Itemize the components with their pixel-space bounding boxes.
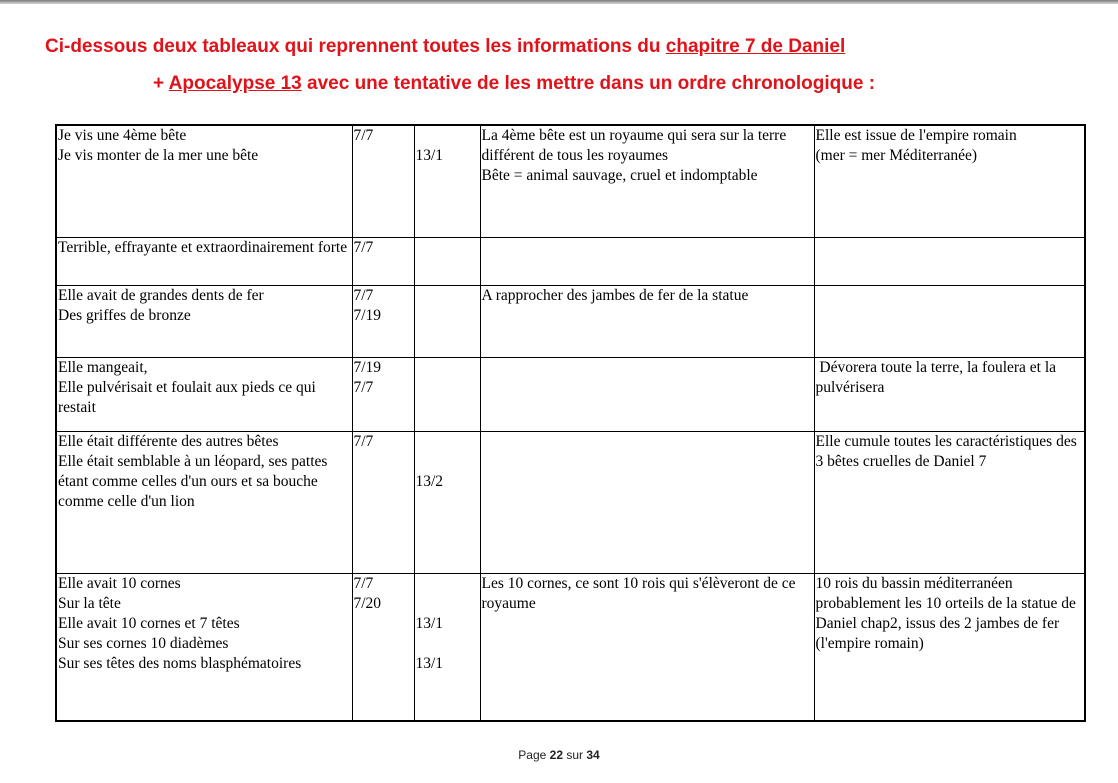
- cell-description: Elle mangeait, Elle pulvérisait et foulait aux pieds ce qui restait: [56, 357, 352, 431]
- heading-link-apocalypse-13: Apocalypse 13: [168, 73, 302, 94]
- cell-daniel-ref: 7/7: [352, 431, 414, 573]
- cell-interpretation: Les 10 cornes, ce sont 10 rois qui s'élèveront de ce royaume: [480, 573, 814, 721]
- footer-page-number: 22: [549, 748, 563, 762]
- footer-page-total: 34: [586, 748, 600, 762]
- heading-link-daniel-7: chapitre 7 de Daniel: [665, 36, 846, 57]
- cell-apocalypse-ref: 13/1 13/1: [414, 573, 480, 721]
- cell-comment: 10 rois du bassin méditerranéen probablement les 10 orteils de la statue de Daniel chap2, issus des 2 jambes de fer (l'empire romain): [814, 573, 1085, 721]
- heading-line-1: [45, 36, 1118, 58]
- heading-line-1-text: Ci-dessous deux tableaux qui reprennent toutes les informations du: [45, 36, 666, 57]
- cell-description: Je vis une 4ème bête Je vis monter de la mer une bête: [56, 125, 352, 237]
- cell-comment: Elle est issue de l'empire romain (mer = mer Méditerranée): [814, 125, 1085, 237]
- cell-daniel-ref: 7/7: [352, 125, 414, 237]
- cell-apocalypse-ref: 13/2: [414, 431, 480, 573]
- footer-prefix: Page: [518, 748, 550, 762]
- cell-apocalypse-ref: [414, 285, 480, 357]
- page-footer: [0, 748, 1118, 762]
- table-row: [56, 573, 1085, 721]
- cell-daniel-ref: 7/7: [352, 237, 414, 285]
- cell-description: Terrible, effrayante et extraordinairement forte: [56, 237, 352, 285]
- cell-description: Elle avait de grandes dents de fer Des griffes de bronze: [56, 285, 352, 357]
- page-top-border: [0, 0, 1118, 4]
- chronology-table: [55, 124, 1086, 722]
- cell-apocalypse-ref: [414, 237, 480, 285]
- cell-comment: [814, 285, 1085, 357]
- cell-interpretation: [480, 237, 814, 285]
- cell-apocalypse-ref: 13/1: [414, 125, 480, 237]
- cell-comment: Elle cumule toutes les caractéristiques des 3 bêtes cruelles de Daniel 7: [814, 431, 1085, 573]
- table-row: [56, 285, 1085, 357]
- table-row: [56, 125, 1085, 237]
- cell-daniel-ref: 7/7 7/20: [352, 573, 414, 721]
- cell-description: Elle avait 10 cornes Sur la tête Elle avait 10 cornes et 7 têtes Sur ses cornes 10 diadèmes Sur ses têtes des noms blasphématoires: [56, 573, 352, 721]
- cell-comment: [814, 237, 1085, 285]
- heading-plus: +: [153, 73, 169, 94]
- cell-description: Elle était différente des autres bêtes Elle était semblable à un léopard, ses pattes étant comme celles d'un ours et sa bouche comme celle d'un lion: [56, 431, 352, 573]
- cell-daniel-ref: 7/7 7/19: [352, 285, 414, 357]
- cell-daniel-ref: 7/19 7/7: [352, 357, 414, 431]
- cell-apocalypse-ref: [414, 357, 480, 431]
- heading-line-2-text: avec une tentative de les mettre dans un ordre chronologique :: [301, 73, 876, 94]
- cell-interpretation: A rapprocher des jambes de fer de la statue: [480, 285, 814, 357]
- table-row: [56, 357, 1085, 431]
- table-row: [56, 431, 1085, 573]
- cell-interpretation: [480, 431, 814, 573]
- footer-middle: sur: [563, 748, 587, 762]
- cell-interpretation: [480, 357, 814, 431]
- table-row: [56, 237, 1085, 285]
- cell-comment: Dévorera toute la terre, la foulera et la pulvérisera: [814, 357, 1085, 431]
- cell-interpretation: La 4ème bête est un royaume qui sera sur la terre différent de tous les royaumes Bête = animal sauvage, cruel et indomptable: [480, 125, 814, 237]
- heading-line-2: [153, 73, 1118, 95]
